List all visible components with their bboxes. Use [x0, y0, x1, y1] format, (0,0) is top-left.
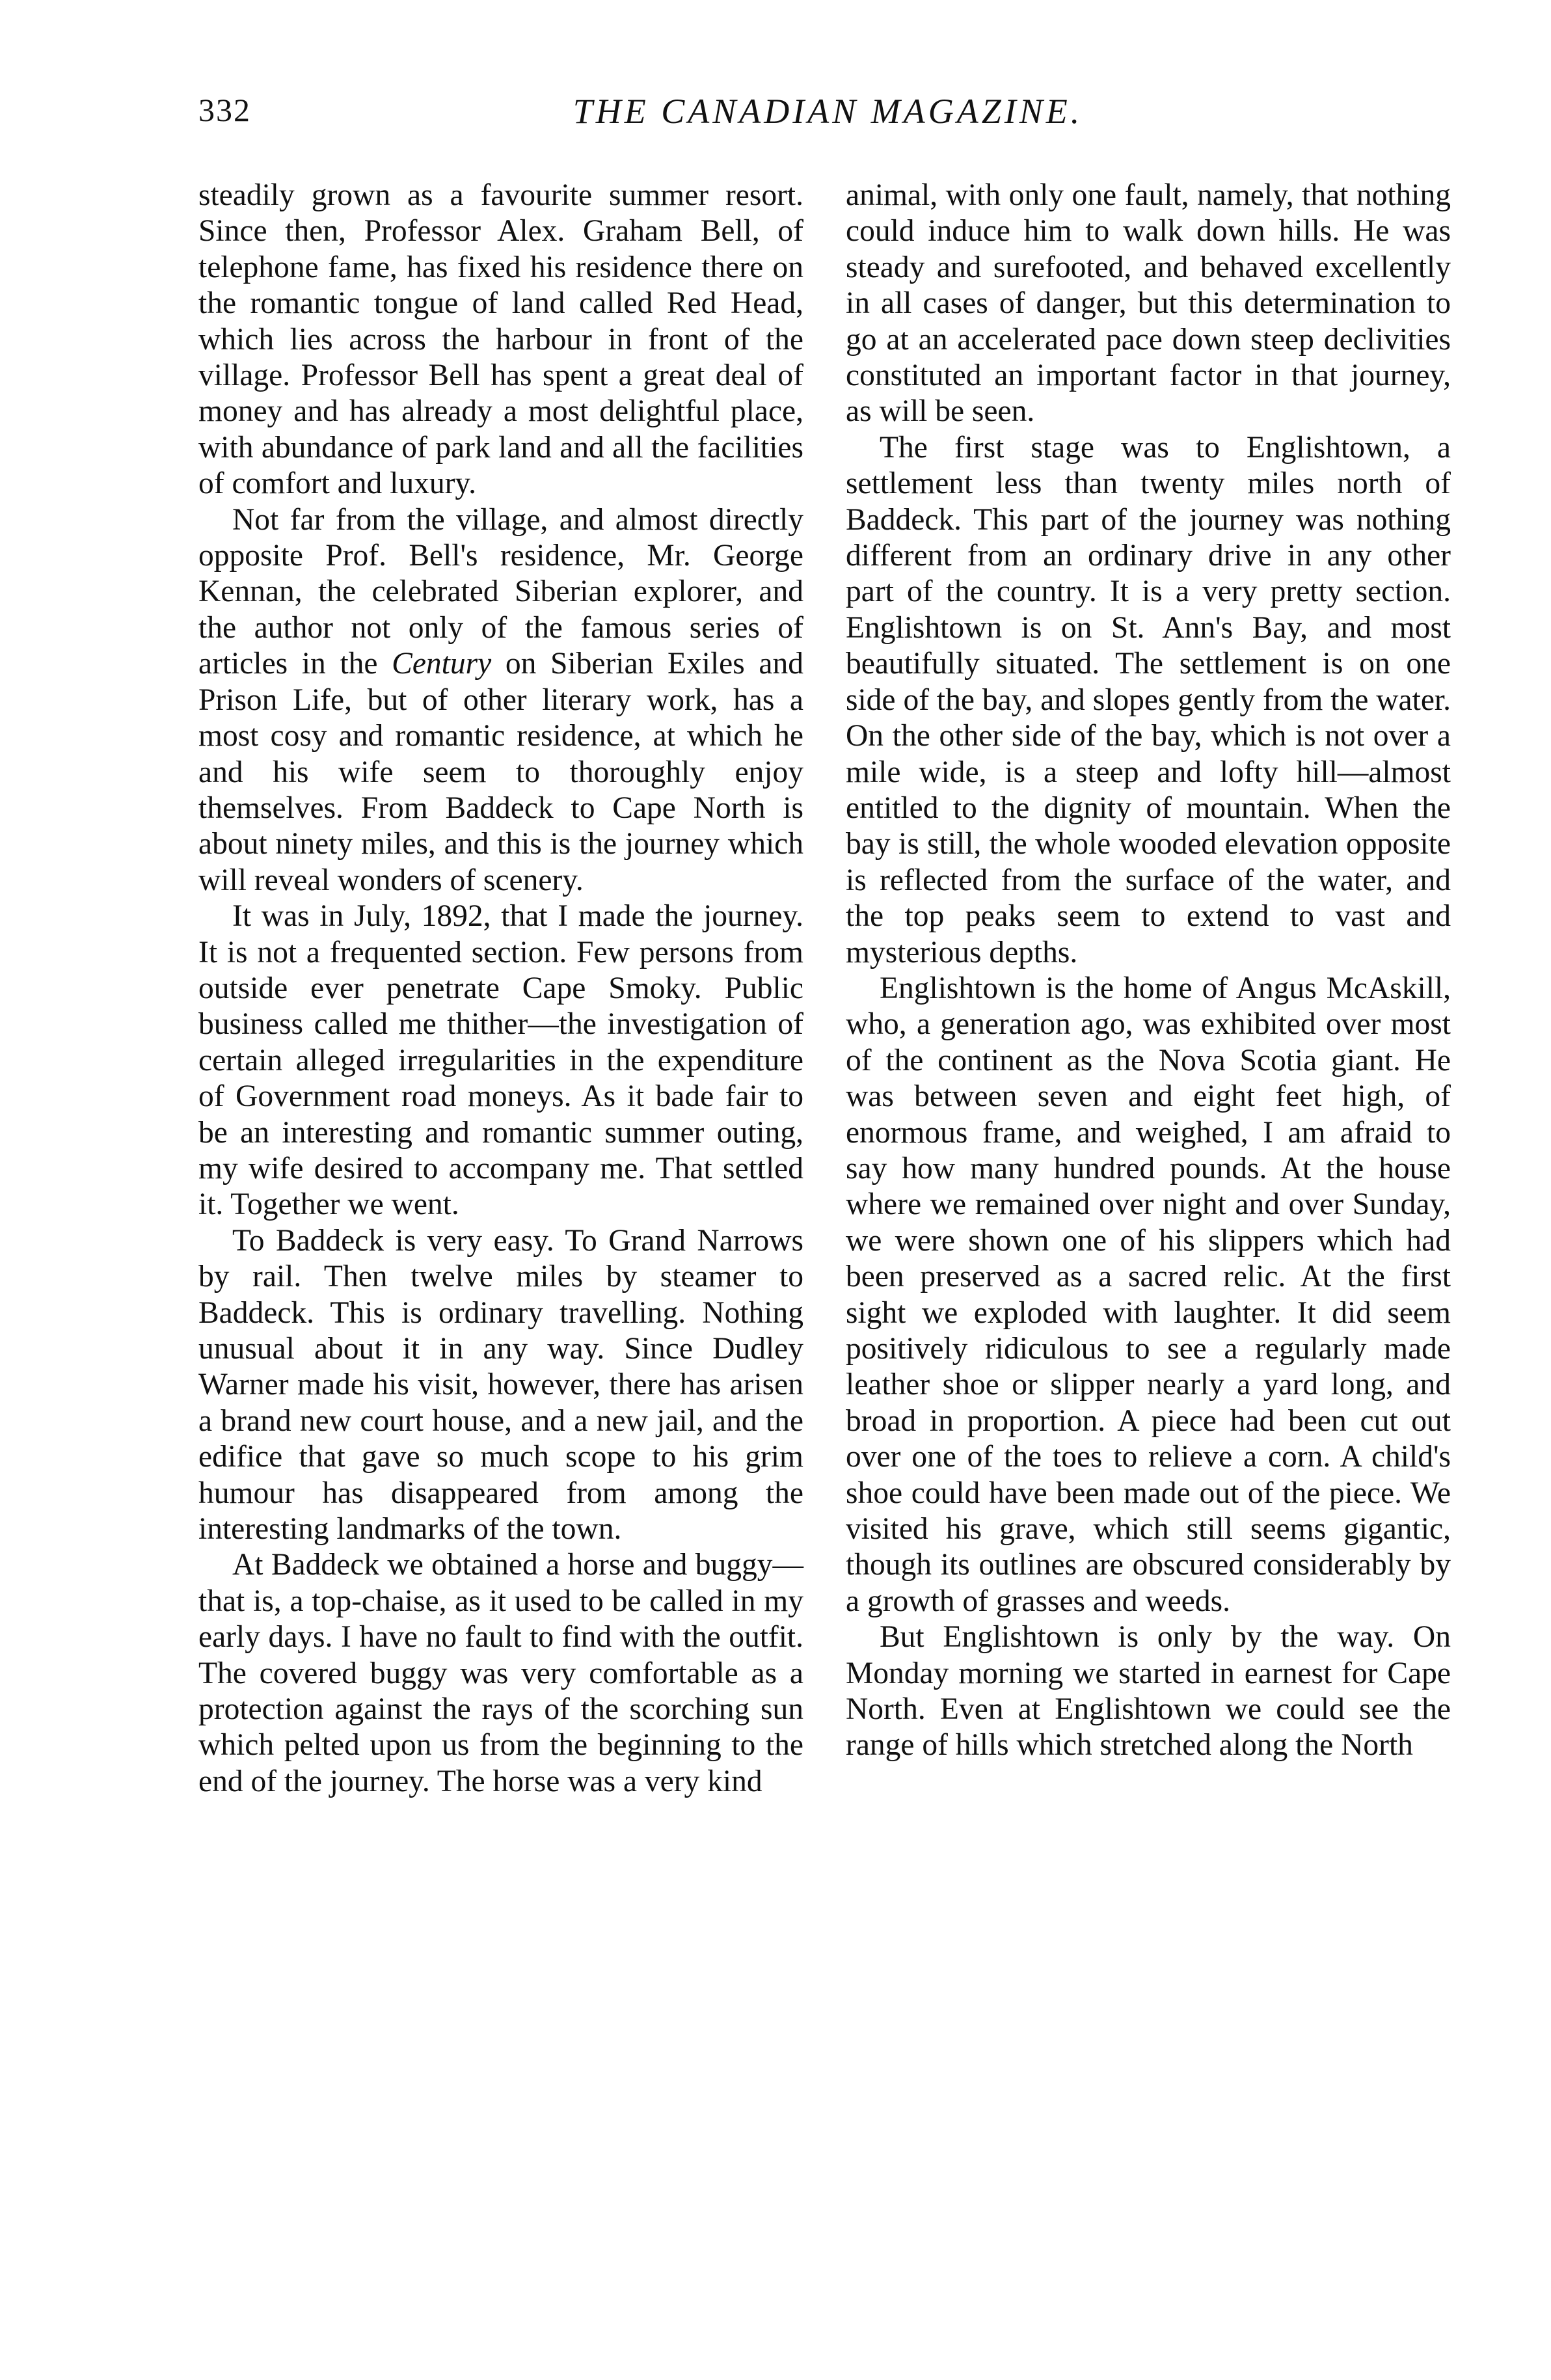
page-number: 332 — [198, 92, 251, 128]
periodical-title: Century — [392, 647, 492, 681]
right-column — [846, 178, 1451, 1764]
running-head — [198, 91, 1457, 143]
paragraph-text: on Siberian Exiles and Prison Life, but of other literary work, has a most cosy and romantic residence, at which he and his wife seem to thoroughly enjoy themselves. From Baddeck to Cape North is about ninety miles, and this is the journey which will reveal wonders of scenery. — [198, 647, 803, 897]
paragraph: The first stage was to Englishtown, a settlement less than twenty miles north of Baddeck. This part of the journey was nothing different from an ordinary drive in any other part of the country. It is a very pretty section. Englishtown is on St. Ann's Bay, and most beautifully situated. The settlement is on one side of the bay, and slopes gently from the water. On the other side of the bay, which is not over a mile wide, is a steep and lofty hill—almost entitled to the dignity of mountain. When the bay is still, the whole wooded elevation opposite is reflected from the surface of the water, and the top peaks seem to extend to vast and mysterious depths. — [846, 430, 1451, 969]
paragraph: steadily grown as a favourite summer resort. Since then, Professor Alex. Graham Bell, of telephone fame, has fixed his residence there on the romantic tongue of land called Red Head, which lies across the harbour in front of the village. Professor Bell has spent a great deal of money and has already a most delightful place, with abundance of park land and all the facilities of comfort and luxury. — [198, 178, 803, 501]
paragraph: It was in July, 1892, that I made the journey. It is not a frequented section. Few persons from outside ever penetrate Cape Smoky. Public business called me thither—the investigation of certain alleged irregularities in the expenditure of Government road moneys. As it bade fair to be an interesting and romantic summer outing, my wife desired to accompany me. That settled it. Together we went. — [198, 899, 803, 1222]
paragraph: To Baddeck is very easy. To Grand Narrows by rail. Then twelve miles by steamer to Baddeck. This is ordinary travelling. Nothing unusual about it in any way. Since Dudley Warner made his visit, however, there has arisen a brand new court house, and a new jail, and the edifice that gave so much scope to his grim humour has disappeared from among the interesting landmarks of the town. — [198, 1223, 803, 1547]
magazine-title: THE CANADIAN MAGAZINE. — [573, 92, 1083, 131]
paragraph: Englishtown is the home of Angus McAskill, who, a generation ago, was exhibited over most of the continent as the Nova Scotia giant. He was between seven and eight feet high, of enormous frame, and weighed, I am afraid to say how many hundred pounds. At the house where we remained over night and over Sunday, we were shown one of his slippers which had been preserved as a sacred relic. At the first sight we exploded with laughter. It did seem positively ridiculous to see a regularly made leather shoe or slipper nearly a yard long, and broad in proportion. A piece had been cut out over one of the toes to relieve a corn. A child's shoe could have been made out of the piece. We visited his grave, which still seems gigantic, though its outlines are obscured considerably by a growth of grasses and weeds. — [846, 971, 1451, 1618]
paragraph-text: Not far from the village, and almost directly opposite Prof. Bell's residence, Mr. George Kennan, the celebrated Siberian explorer, and the author not only of the famous series of articles in the — [198, 502, 803, 681]
paragraph: animal, with only one fault, namely, that nothing could induce him to walk down hills. He was steady and surefooted, and behaved excellently in all cases of danger, but this determination to go at an accelerated pace down steep declivities constituted an important factor in that journey, as will be seen. — [846, 178, 1451, 429]
paragraph — [198, 502, 803, 899]
paragraph: But Englishtown is only by the way. On Monday morning we started in earnest for Cape North. Even at Englishtown we could see the range of hills which stretched along the North — [846, 1620, 1451, 1763]
paragraph: At Baddeck we obtained a horse and buggy—that is, a top-chaise, as it used to be called in my early days. I have no fault to find with the outfit. The covered buggy was very comfortable as a protection against the rays of the scorching sun which pelted upon us from the beginning to the end of the journey. The horse was a very kind — [198, 1548, 803, 1798]
left-column — [198, 178, 803, 1800]
